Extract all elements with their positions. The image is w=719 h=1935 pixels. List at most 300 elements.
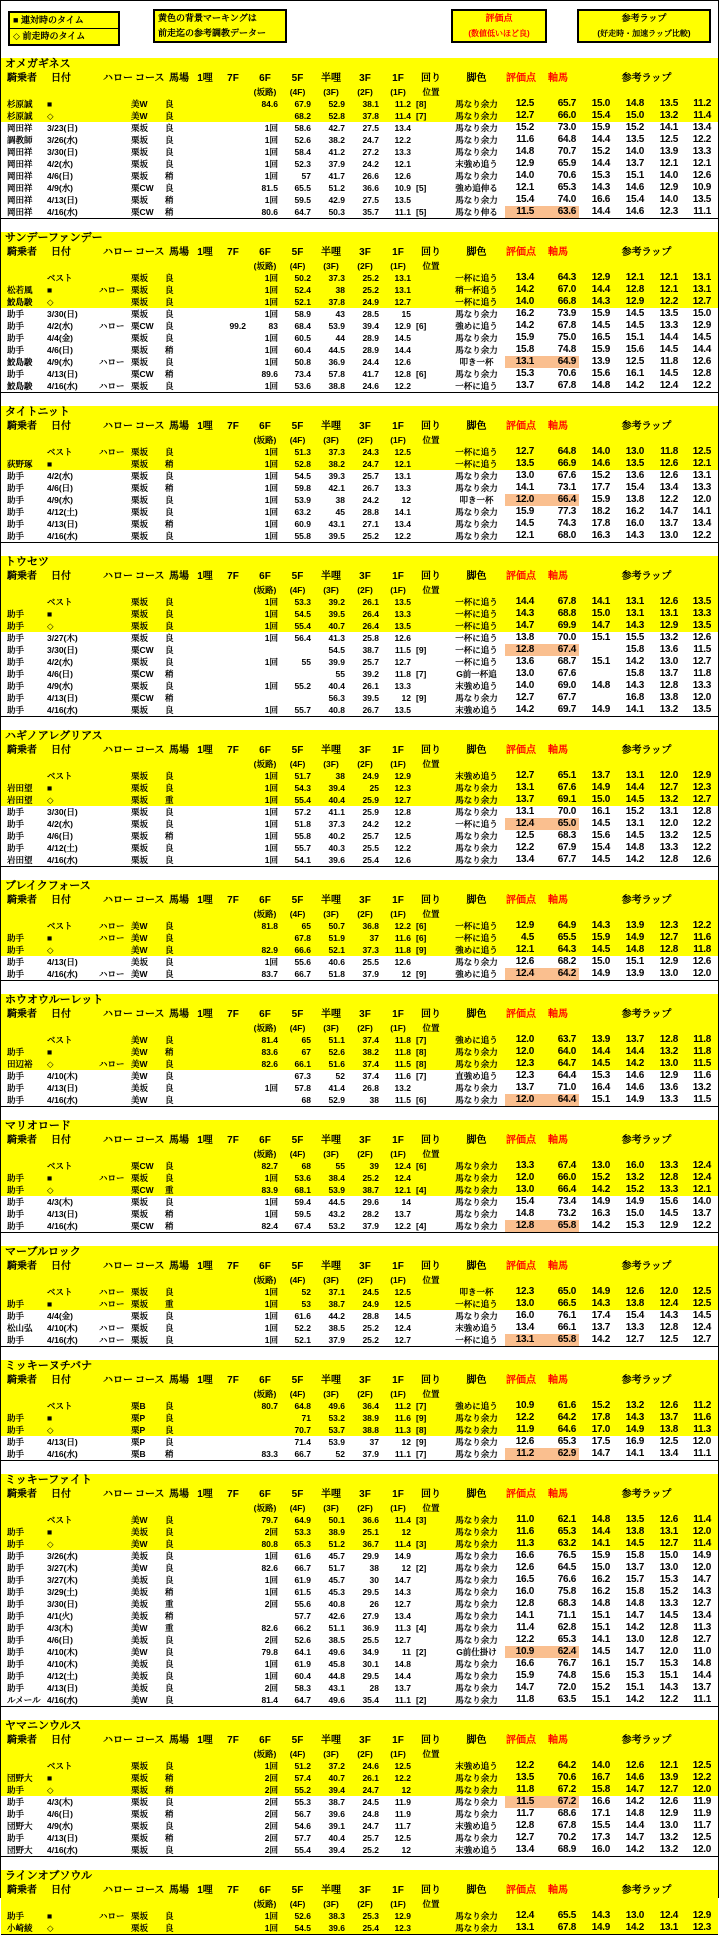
col-subheader-position: 位置: [422, 759, 440, 769]
cell-course: 栗坂: [131, 831, 149, 841]
cell-1mile: [193, 182, 217, 194]
col-header-axis: 軸馬: [548, 895, 568, 906]
cell-rider: 岩田望: [7, 795, 33, 805]
cell-half-mile: 52: [335, 1449, 345, 1459]
cell-axis: 69.0: [557, 680, 576, 691]
cell-lap2: 13.1: [625, 608, 644, 619]
col-header-course: コース: [135, 421, 165, 432]
cell-lap2: 13.9: [625, 920, 644, 931]
cell-half-mile: 52.8: [328, 111, 345, 121]
cell-going: 良: [165, 321, 174, 331]
col-header-date: 日付: [51, 1735, 71, 1746]
cell-lap2: 14.2: [625, 854, 644, 865]
cell-lap1: [579, 668, 613, 680]
col-header-pace-comment: 脚色: [466, 895, 487, 906]
cell-7f: [217, 1820, 249, 1832]
cell-lap3: 12.8: [659, 944, 678, 955]
cell-going: 良: [165, 1527, 174, 1537]
cell-rider: 助手: [7, 1551, 25, 1561]
cell-7f: [217, 704, 249, 716]
cell-3f: 34.9: [362, 1647, 379, 1657]
cell-1f: 11.1: [394, 207, 411, 217]
cell-position: [414, 1796, 448, 1808]
training-row: [1, 1550, 718, 1562]
cell-course: 栗坂: [131, 1209, 149, 1219]
cell-6f: 83.7: [261, 969, 278, 979]
training-row: [1, 1622, 718, 1634]
cell-lap1: 14.9: [591, 1286, 610, 1297]
col-header-7f: 7F: [227, 1735, 239, 1746]
col-subheader-3f: (3F): [323, 1503, 339, 1513]
cell-rider: 岡田祥: [7, 171, 33, 181]
cell-axis: 69.1: [557, 794, 576, 805]
cell-axis: 68.3: [557, 830, 576, 841]
cell-3f: 37.9: [362, 1449, 379, 1459]
cell-7f: [217, 1160, 249, 1172]
cell-harrow: ハロー: [99, 1335, 125, 1345]
cell-7f: [217, 1808, 249, 1820]
col-header-date: 日付: [51, 1135, 71, 1146]
cell-going: 重: [165, 1185, 174, 1195]
cell-7f: [217, 1586, 249, 1598]
cell-lap3: 12.7: [659, 1784, 678, 1795]
cell-lap3: 14.3: [659, 1682, 678, 1693]
cell-axis: 64.9: [537, 356, 579, 368]
cell-5f: 55.7: [294, 705, 311, 715]
cell-3f: 25.2: [362, 1173, 379, 1183]
cell-1mile: [193, 470, 217, 482]
cell-lap1: 14.8: [591, 1598, 610, 1609]
training-row: [1, 1220, 718, 1232]
cell-course: 栗CW: [131, 1161, 154, 1171]
cell-5f: 55.2: [294, 1785, 311, 1795]
cell-course: 栗坂: [131, 1197, 149, 1207]
cell-1mile: [193, 770, 217, 782]
cell-date: 4/10(木): [47, 1647, 78, 1657]
cell-lap2: 12.8: [625, 284, 644, 295]
cell-score: 15.8: [515, 344, 534, 355]
diamond-icon: ◇: [13, 31, 20, 41]
cell-pace-comment: 馬なり余力: [455, 507, 498, 517]
training-row: [1, 920, 718, 932]
cell-course: 栗坂: [131, 1833, 149, 1843]
cell-5f: 51.2: [294, 1761, 311, 1771]
column-header-row: [1, 569, 718, 584]
cell-lap2: 16.0: [625, 518, 644, 529]
cell-score: 11.0: [516, 1514, 534, 1525]
cell-5f: 64.7: [294, 207, 311, 217]
cell-going: 稍: [165, 1587, 174, 1597]
cell-score: 12.0: [515, 1172, 534, 1183]
cell-harrow: [97, 794, 129, 806]
column-header-row: [1, 419, 718, 434]
training-row: [1, 656, 718, 668]
cell-harrow: [97, 1634, 129, 1646]
col-header-date: 日付: [51, 745, 71, 756]
cell-pace-comment: 馬なり余力: [455, 1911, 498, 1921]
col-subheader-3f: (3F): [323, 87, 339, 97]
cell-course: 栗坂: [131, 657, 149, 667]
cell-score: 12.0: [515, 1046, 534, 1057]
cell-pace-comment: 馬なり余力: [455, 195, 498, 205]
cell-pace-comment: 一杯に追う: [455, 459, 498, 469]
cell-position: [414, 1310, 448, 1322]
column-subheader-row: [1, 86, 718, 98]
col-header-1mile: 1哩: [197, 1489, 213, 1500]
cell-going: 良: [165, 135, 174, 145]
cell-going: 重: [165, 1599, 174, 1609]
cell-position: [414, 296, 448, 308]
cell-lap4: 12.9: [692, 770, 711, 781]
cell-axis: 67.2: [557, 1784, 576, 1795]
horse-name: ハギノアレグリアス: [1, 730, 718, 743]
cell-lap2: 16.8: [625, 692, 644, 703]
horse-name: オメガギネス: [1, 58, 718, 71]
cell-lap4: 11.2: [693, 1400, 711, 1411]
cell-5f: 52.3: [294, 159, 311, 169]
cell-3f: 28.8: [362, 507, 379, 517]
cell-course: 栗坂: [131, 1311, 149, 1321]
cell-lap1: 14.4: [591, 1526, 610, 1537]
cell-3f: 24.7: [362, 1785, 379, 1795]
cell-pace-comment: 馬なり余力: [455, 123, 498, 133]
cell-score: 16.2: [515, 308, 534, 319]
col-header-score: 評価点: [506, 73, 536, 84]
cell-going: 良: [165, 933, 174, 943]
cell-lap4: 12.5: [692, 1760, 711, 1771]
cell-5f: 58.4: [294, 147, 311, 157]
cell-axis: 74.3: [557, 518, 576, 529]
cell-lap2: 14.6: [625, 1772, 644, 1783]
cell-3f: 25.2: [362, 1845, 379, 1855]
cell-pace-comment: 馬なり余力: [455, 783, 498, 793]
cell-going: 良: [165, 285, 174, 295]
cell-1mile: [193, 506, 217, 518]
cell-6f: 1回: [264, 1311, 278, 1321]
cell-pace-comment: 馬なり余力: [455, 1659, 498, 1669]
col-header-harrow: ハロー: [103, 895, 133, 906]
cell-harrow: [97, 122, 129, 134]
cell-position: [414, 680, 448, 692]
cell-position: [414, 458, 448, 470]
cell-6f: 82.4: [261, 1221, 278, 1231]
cell-date: 4/13(日): [47, 369, 78, 379]
cell-rider: 岩田望: [7, 783, 33, 793]
cell-7f: [217, 770, 249, 782]
cell-lap1: 14.1: [591, 596, 610, 607]
cell-harrow: [97, 1424, 129, 1436]
cell-lap1: 16.3: [591, 530, 610, 541]
cell-lap2: 14.3: [625, 1412, 644, 1423]
cell-rider: 助手: [7, 1539, 25, 1549]
cell-6f: 79.7: [261, 1515, 278, 1525]
col-subheader-slope: (坂路): [253, 1389, 277, 1399]
cell-1f: 11.9: [394, 1797, 411, 1807]
cell-half-mile: 52.6: [328, 1047, 345, 1057]
cell-1mile: [193, 380, 217, 392]
cell-lap3: 12.6: [659, 1796, 678, 1807]
cell-harrow: [97, 1526, 129, 1538]
cell-lap2: 14.1: [625, 1448, 644, 1459]
cell-score: 15.9: [515, 332, 534, 343]
cell-lap4: 11.5: [693, 1058, 711, 1069]
cell-harrow: [97, 1808, 129, 1820]
cell-lap1: 13.7: [591, 1322, 610, 1333]
cell-lap2: 14.5: [625, 308, 644, 319]
cell-pace-comment: 馬なり余力: [455, 1635, 498, 1645]
cell-date: 4/6(日): [47, 171, 73, 181]
cell-6f: 1回: [264, 1575, 278, 1585]
cell-7f: [217, 332, 249, 344]
cell-7f: [217, 1622, 249, 1634]
cell-going: 良: [165, 1551, 174, 1561]
cell-6f: 1回: [264, 855, 278, 865]
cell-half-mile: 51.2: [328, 183, 345, 193]
cell-score: 12.8: [515, 1598, 534, 1609]
cell-lap3: 12.6: [659, 470, 678, 481]
cell-course: 美W: [131, 1071, 148, 1081]
cell-1f: 12.6: [394, 171, 411, 181]
cell-3f: 26.8: [362, 1083, 379, 1093]
cell-1f: 12.2: [394, 819, 411, 829]
cell-axis: 67.4: [557, 1160, 576, 1171]
training-rows: [1, 1514, 718, 1706]
cell-course: 栗坂: [131, 285, 149, 295]
cell-date: 4/16(水): [47, 531, 78, 541]
cell-lap1: 15.2: [591, 470, 610, 481]
cell-7f: [217, 1562, 249, 1574]
cell-position: [414, 272, 448, 284]
cell-going: 稍: [165, 483, 174, 493]
cell-5f: 70.7: [294, 1425, 311, 1435]
cell-lap4: 11.7: [693, 1820, 711, 1831]
cell-rider: 助手: [7, 1047, 25, 1057]
cell-position: [414, 1808, 448, 1820]
training-row: [1, 344, 718, 356]
cell-axis: 67.8: [557, 380, 576, 391]
cell-6f: 1回: [264, 1287, 278, 1297]
cell-3f: 28: [369, 1683, 379, 1693]
cell-score: 12.0: [505, 494, 537, 506]
cell-lap3: 12.7: [659, 782, 678, 793]
cell-rider: [1, 1760, 45, 1772]
cell-position: [414, 332, 448, 344]
cell-half-mile: 44.8: [328, 1671, 345, 1681]
col-subheader-1f: (1F): [390, 759, 406, 769]
cell-6f: 1回: [264, 957, 278, 967]
cell-5f: 53: [301, 1299, 311, 1309]
cell-date: 4/16(水): [47, 1845, 78, 1855]
cell-lap3: 13.8: [659, 1424, 678, 1435]
cell-lap3: 13.4: [659, 1448, 678, 1459]
col-header-5f: 5F: [291, 1489, 304, 1500]
cell-half-mile: 52.9: [328, 1095, 345, 1105]
cell-lap3: 12.4: [659, 380, 678, 391]
col-header-lap1: 参考ラップ: [621, 1735, 672, 1746]
cell-score: 13.7: [515, 1082, 534, 1093]
cell-date: 3/30(日): [47, 147, 78, 157]
cell-pace-comment: 馬なり余力: [455, 1311, 498, 1321]
cell-3f: 25.4: [362, 1923, 379, 1933]
col-header-lap1: 参考ラップ: [621, 1009, 672, 1020]
col-header-going: 馬場: [169, 1375, 189, 1386]
cell-score: 12.4: [505, 968, 537, 980]
col-header-3f: 3F: [359, 571, 371, 582]
cell-rider: 助手: [7, 333, 25, 343]
cell-lap4: 11.4: [693, 1538, 711, 1549]
cell-lap2: 15.4: [625, 1310, 644, 1321]
cell-1mile: [193, 1784, 217, 1796]
horse-name: ミッキーファイト: [1, 1474, 718, 1487]
cell-course: 美坂: [131, 957, 149, 967]
col-header-pace-comment: 脚色: [466, 247, 487, 258]
cell-score: 12.2: [515, 1412, 534, 1423]
cell-half-mile: 38: [335, 771, 345, 781]
cell-5f: 52.1: [294, 1335, 311, 1345]
cell-lap3: 12.4: [659, 1298, 678, 1309]
cell-course: 美坂: [131, 1671, 149, 1681]
cell-half-mile: 49.6: [328, 1695, 345, 1705]
cell-lap1: 15.0: [591, 794, 610, 805]
cell-position: [414, 1298, 448, 1310]
training-rows: [1, 1286, 718, 1346]
cell-harrow: [97, 308, 129, 320]
cell-7f: [217, 146, 249, 158]
cell-half-mile: 38.3: [328, 1911, 345, 1921]
training-row: [1, 1610, 718, 1622]
col-subheader-4f: (4F): [289, 1149, 306, 1159]
cell-lap3: 12.4: [659, 1910, 678, 1921]
cell-going: 良: [165, 957, 174, 967]
cell-harrow: [97, 506, 129, 518]
col-header-going: 馬場: [169, 1735, 189, 1746]
cell-lap4: 11.4: [693, 1514, 711, 1525]
cell-score: 4.5: [520, 932, 534, 943]
cell-pace-comment: 稍一杯追う: [455, 285, 498, 295]
cell-6f: 2回: [264, 1773, 278, 1783]
col-header-course: コース: [135, 1135, 165, 1146]
cell-7f: [217, 596, 249, 608]
cell-pace-comment: 馬なり余力: [455, 531, 498, 541]
cell-lap4: 12.6: [692, 854, 711, 865]
cell-half-mile: 39.2: [328, 597, 345, 607]
cell-harrow: [97, 344, 129, 356]
cell-5f: 55.8: [294, 831, 311, 841]
cell-pace-comment: 馬なり余力: [455, 483, 498, 493]
cell-date: 4/13(日): [47, 1833, 78, 1843]
cell-rider: 松若風: [7, 285, 33, 295]
cell-lap1: 17.4: [591, 1310, 610, 1321]
cell-course: 美坂: [131, 1083, 149, 1093]
cell-course: 美坂: [131, 1635, 149, 1645]
cell-axis: 65.5: [557, 932, 576, 943]
cell-pace-comment: 一杯に追う: [455, 819, 498, 829]
cell-rider: 杉原誠: [7, 111, 33, 121]
cell-lap4: 12.0: [692, 1784, 711, 1795]
cell-date: ■: [47, 609, 53, 619]
cell-pace-comment: 一杯に追う: [455, 381, 498, 391]
cell-date: 4/9(水): [47, 495, 73, 505]
cell-date: 4/6(日): [47, 345, 73, 355]
cell-course: 栗坂: [131, 795, 149, 805]
cell-6f: 1回: [264, 705, 278, 715]
col-header-6f: 6F: [259, 571, 271, 582]
cell-half-mile: 53.9: [328, 321, 345, 331]
col-header-7f: 7F: [227, 1261, 239, 1272]
cell-rider: 団野大: [7, 1773, 33, 1783]
column-subheader-row: [1, 260, 718, 272]
cell-6f: 81.8: [261, 921, 278, 931]
col-header-1f: 1F: [392, 1009, 404, 1020]
cell-axis: 70.6: [557, 170, 576, 181]
cell-half-mile: 40.4: [328, 1833, 345, 1843]
training-rows: [1, 446, 718, 542]
cell-pace-comment: 末強め追う: [455, 1761, 498, 1771]
cell-lap2: 13.3: [625, 1322, 644, 1333]
cell-1mile: [193, 1820, 217, 1832]
cell-1f: 13.3: [394, 681, 411, 691]
training-rows: [1, 98, 718, 218]
cell-5f: [281, 668, 314, 680]
cell-5f: 60.9: [294, 519, 311, 529]
cell-1f: 12.2: [394, 531, 411, 541]
cell-date: 4/2(水): [47, 159, 73, 169]
cell-date: ◇: [47, 1539, 54, 1549]
cell-lap4: 12.2: [692, 842, 711, 853]
cell-7f: [217, 1424, 249, 1436]
training-row: [1, 1910, 718, 1922]
cell-5f: 55.8: [294, 531, 311, 541]
cell-rider: 田辺裕: [7, 1059, 33, 1069]
cell-1f: 14.1: [394, 507, 411, 517]
cell-axis: 69.9: [557, 620, 576, 631]
cell-lap1: 14.3: [591, 920, 610, 931]
cell-lap4: 12.6: [692, 170, 711, 181]
cell-rider: 助手: [7, 1623, 25, 1633]
cell-half-mile: 38.7: [328, 1797, 345, 1807]
cell-going: 稍: [165, 345, 174, 355]
cell-score: 12.3: [515, 1070, 534, 1081]
cell-lap4: 12.1: [692, 1184, 711, 1195]
cell-lap3: 12.5: [659, 1436, 678, 1447]
cell-axis: 67.6: [557, 470, 576, 481]
cell-score: 12.7: [515, 1832, 534, 1843]
cell-7f: [217, 1046, 249, 1058]
col-header-1mile: 1哩: [197, 421, 213, 432]
training-row: [1, 1796, 718, 1808]
cell-7f: [217, 1538, 249, 1550]
col-header-axis: 軸馬: [548, 571, 568, 582]
cell-position: [4]: [416, 1221, 427, 1231]
cell-position: [414, 470, 448, 482]
cell-harrow: ハロー: [99, 921, 125, 931]
cell-position: [414, 308, 448, 320]
cell-1f: 11.8: [394, 945, 411, 955]
cell-7f: [217, 1094, 249, 1106]
col-header-harrow: ハロー: [103, 1009, 133, 1020]
cell-rider: 助手: [7, 1221, 25, 1231]
cell-lap2: 14.7: [625, 1646, 644, 1657]
horse-section: [1, 1246, 718, 1347]
cell-1mile: [193, 530, 217, 542]
cell-date: 4/13(日): [47, 693, 78, 703]
cell-7f: [217, 368, 249, 380]
training-row: [1, 842, 718, 854]
training-row: [1, 206, 718, 218]
cell-score: 16.0: [515, 1586, 534, 1597]
cell-lap3: 12.2: [659, 494, 678, 505]
cell-going: 稍: [165, 1221, 174, 1231]
